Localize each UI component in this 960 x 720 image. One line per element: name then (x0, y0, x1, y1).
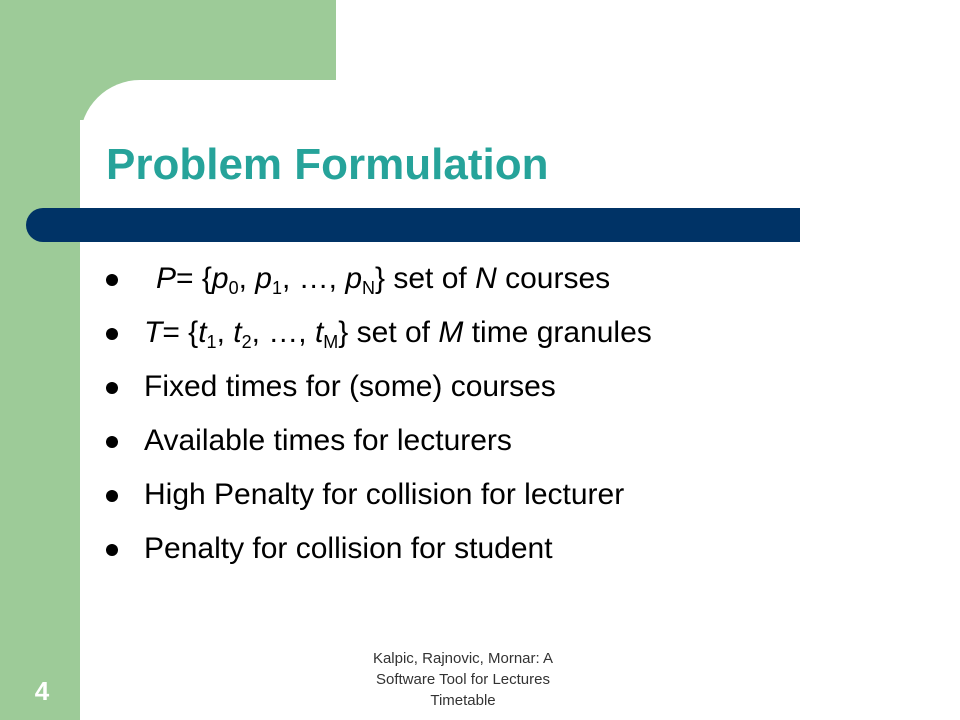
bullet-icon (106, 382, 118, 394)
bullet-text (144, 306, 652, 360)
bullet-text-part: Penalty for collision for student (144, 532, 553, 565)
bullet-text-part: , …, (251, 316, 315, 349)
bullet-text-part: , …, (281, 262, 346, 295)
bullet-text-part: = { (176, 262, 212, 295)
bullet-text-part: } set of (338, 316, 439, 349)
bullet-text-part: courses (496, 262, 611, 295)
bullet-text-part: p (345, 262, 362, 295)
bullet-text-part: M (438, 316, 464, 349)
title-underline-bar (26, 208, 800, 242)
subscript-text: 1 (206, 332, 217, 352)
bullet-text-part: N (475, 262, 497, 295)
bullet-icon (106, 274, 118, 286)
subscript-text: M (323, 332, 339, 352)
bullet-text-part: p (211, 262, 229, 295)
bullet-text-part: t (198, 316, 207, 349)
bullet-text (156, 252, 610, 306)
footer-line: Timetable (430, 692, 496, 709)
bullet-icon (106, 436, 118, 448)
bullet-text (144, 522, 553, 576)
bullet-text-part: P (156, 262, 177, 295)
footer-line: Kalpic, Rajnovic, Mornar: A (372, 650, 554, 667)
bullet-text-part: T (144, 316, 163, 349)
subscript-text: 2 (241, 332, 252, 352)
subscript-text: 0 (228, 278, 239, 298)
bullet-text-part: t (233, 316, 242, 349)
bullet-text-part: p (255, 262, 272, 295)
bullet-icon (106, 544, 118, 556)
bullet-text-part: High Penalty for collision for lecturer (144, 478, 625, 511)
page-number: 4 (34, 676, 50, 706)
bullet-text-part: Fixed times for (some) courses (144, 370, 556, 403)
subscript-text: 1 (271, 278, 282, 298)
bullet-icon (106, 490, 118, 502)
bullet-text-part: time granules (463, 316, 652, 349)
slide-title: Problem Formulation (106, 140, 549, 189)
bullet-text-part: Available times for lecturers (144, 424, 512, 457)
bullet-icon (106, 328, 118, 340)
bullet-text-part: } set of (375, 262, 476, 295)
subscript-text: N (362, 278, 375, 298)
bullet-text-part: = { (162, 316, 199, 349)
bullet-text-part: , (216, 316, 234, 349)
bullet-text (144, 360, 556, 414)
bullet-text (144, 468, 624, 522)
bullet-text-part: , (238, 262, 256, 295)
bullet-text-part: t (314, 316, 324, 349)
bullet-text (144, 414, 512, 468)
slide-footer (338, 648, 588, 711)
footer-line: Software Tool for Lectures (376, 671, 550, 688)
